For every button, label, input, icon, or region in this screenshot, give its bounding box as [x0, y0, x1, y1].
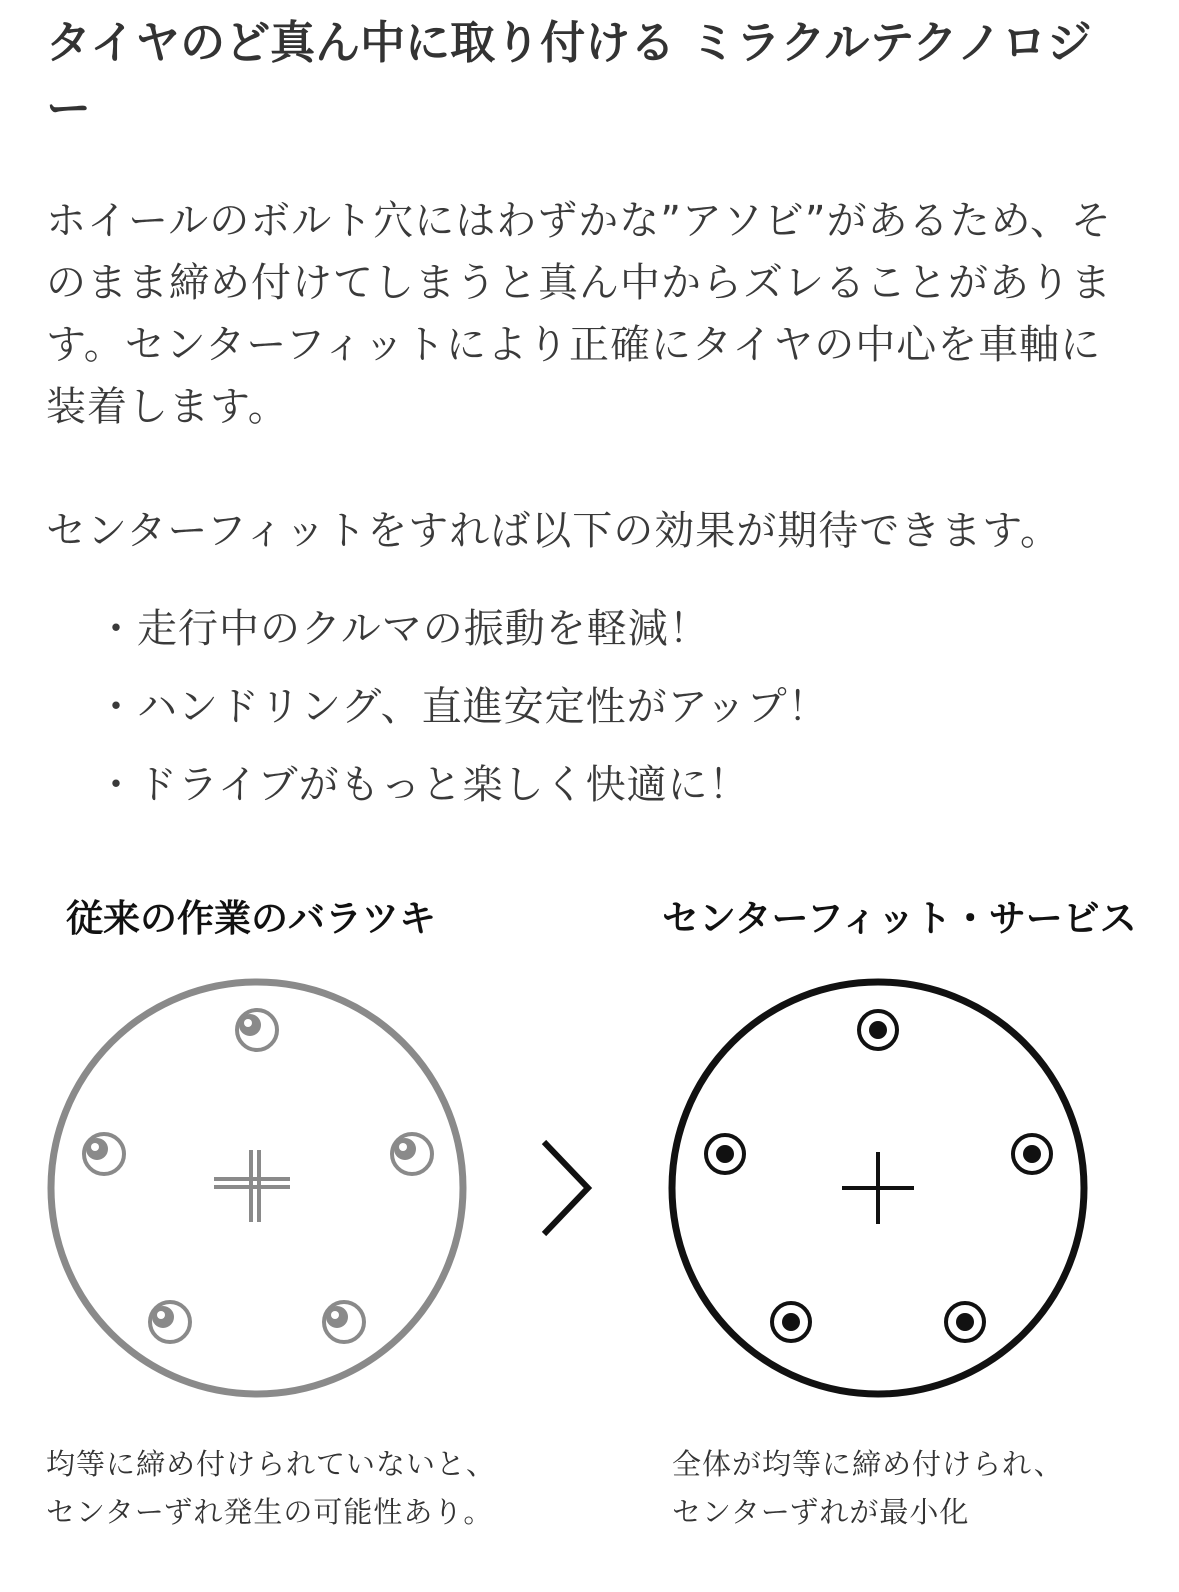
- misaligned-bolt-hole-icon: [84, 1134, 124, 1174]
- wheel-comparison-diagram: [0, 960, 1179, 1420]
- misaligned-bolt-hole-icon: [324, 1302, 364, 1342]
- benefit-item: ・ ドライブがもっと楽しく快適に！: [96, 746, 829, 824]
- center-cross-icon: [842, 1152, 914, 1224]
- conventional-caption-line2: センターずれ発生の可能性あり。: [46, 1495, 494, 1529]
- aligned-bolt-hole-icon: [1013, 1135, 1051, 1173]
- misaligned-bolt-hole-icon: [392, 1134, 432, 1174]
- conventional-caption-line1: 均等に締め付けられていないと、: [46, 1447, 497, 1481]
- misaligned-bolt-hole-icon: [237, 1010, 277, 1050]
- intro-paragraph: ホイールのボルト穴にはわずかな”アソビ”があるため、そのまま締め付けてしまうと真ん中からズレることがあります。センターフィットにより正確にタイヤの中心を車軸に装着します。: [46, 198, 1113, 430]
- conventional-wheel-diagram: [51, 982, 463, 1394]
- benefits-list: [96, 590, 829, 824]
- centerfit-wheel-diagram: [672, 982, 1084, 1394]
- centerfit-title: センターフィット・サービス: [662, 897, 1137, 940]
- chevron-right-icon: [544, 1142, 588, 1234]
- aligned-bolt-hole-icon: [772, 1303, 810, 1341]
- benefit-item: ・ ハンドリング、直進安定性がアップ！: [96, 668, 829, 746]
- misaligned-center-cross-icon: [214, 1150, 290, 1222]
- aligned-bolt-hole-icon: [946, 1303, 984, 1341]
- benefit-item: ・ 走行中のクルマの振動を軽減！: [96, 590, 829, 668]
- misaligned-bolt-hole-icon: [150, 1302, 190, 1342]
- centerfit-caption-line2: センターずれが最小化: [672, 1495, 970, 1529]
- page-heading: タイヤのど真ん中に取り付ける ミラクルテクノロジー: [46, 16, 1092, 135]
- benefits-intro: センターフィットをすれば以下の効果が期待できます。: [46, 508, 1061, 554]
- conventional-caption: [46, 1440, 606, 1536]
- conventional-title: 従来の作業のバラツキ: [66, 897, 436, 940]
- centerfit-caption-line1: 全体が均等に締め付けられ、: [672, 1447, 1064, 1481]
- centerfit-caption: [672, 1440, 1152, 1536]
- aligned-bolt-hole-icon: [706, 1135, 744, 1173]
- aligned-bolt-hole-icon: [859, 1011, 897, 1049]
